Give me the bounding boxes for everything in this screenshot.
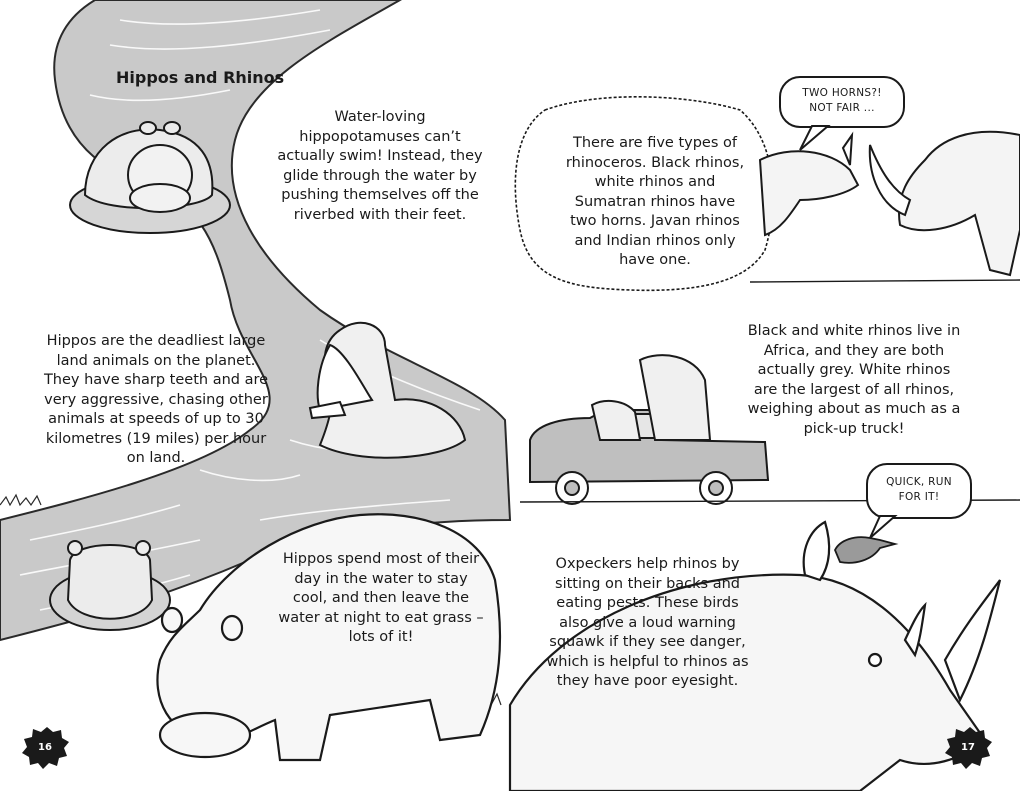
paragraph-hippos-deadliest: Hippos are the deadliest large land animals on the planet. They have sharp teeth and are very aggressive, chasing other animals at speeds of up to 30 kilometres (19 miles) per hour on land. [43,333,269,466]
rhinos-facing [760,132,1020,275]
ground-line-1 [750,280,1020,282]
page-number-left: 16 [38,742,52,753]
paragraph-hippos-day: Hippos spend most of their day in the water to stay cool, and then leave the water at night to eat grass – lots of it! [278,551,484,645]
pickup-truck [530,355,768,504]
paragraph-oxpeckers: Oxpeckers help rhinos by sitting on their backs and eating pests. These birds also give a loud warning squawk if they see danger, which is helpful to rhinos as they have poor eyesight. [546,556,749,689]
paragraph-hippos-swim: Water-loving hippopotamuses can’t actually swim! Instead, they glide through the water by pushing themselves off the riverbed with their feet. [277,109,483,223]
page-title: Hippos and Rhinos [116,68,285,87]
oxpecker-bird [835,537,895,563]
paragraph-rhino-types: There are five types of rhinoceros. Black rhinos, white rhinos and Sumatran rhinos have two horns. Javan rhinos and Indian rhinos only have one. [565,135,745,268]
paragraph-rhinos-africa: Black and white rhinos live in Africa, and they are both actually grey. White rhinos are the largest of all rhinos, weighing about as much as a pick-up truck! [747,323,961,437]
bubble-text-horns: TWO HORNS?! NOT FAIR ... [802,87,882,114]
bubble-text-quick: QUICK, RUN FOR IT! [886,476,952,503]
page-number-right: 17 [961,742,975,753]
